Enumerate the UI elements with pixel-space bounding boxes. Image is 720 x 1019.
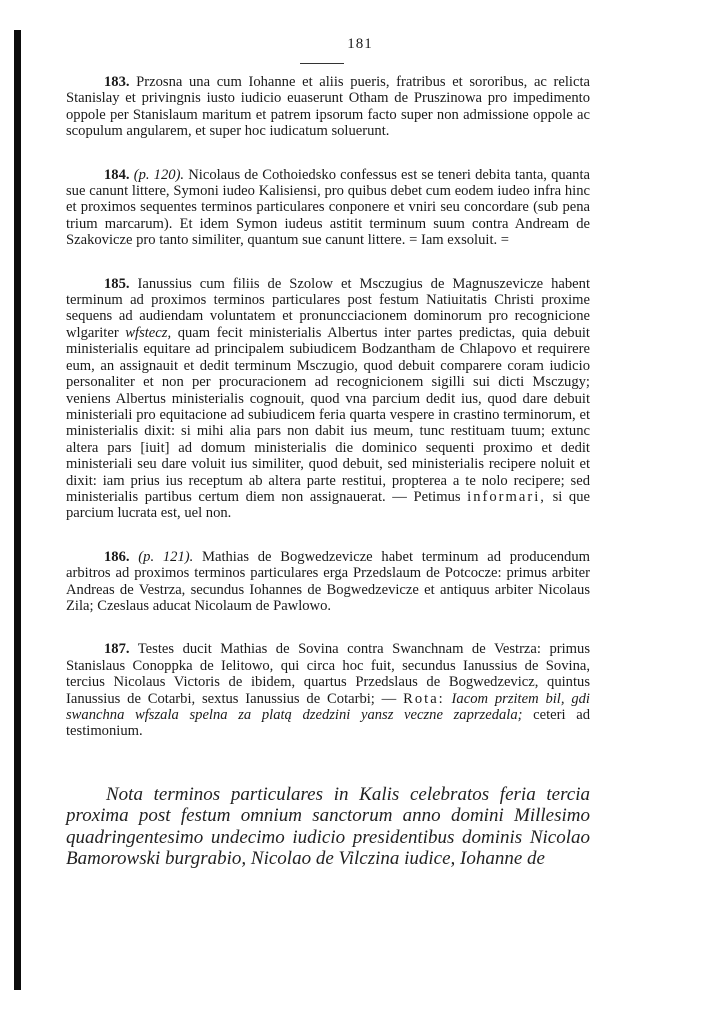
entry-text-continued: quam fecit ministerialis Albertus inter partes predictas, quia debuit ministerialis equitare ad principalem subiudicem Bodzantham de Chlapovo et requirere eum, an assignauit et dedit terminum Msczugio, quod debuit comparere coram iudicio personaliter et non per procuracionem ad recognicionem sigilli sui dicti Msczugy; veniens Albertus ministerialis cognouit, quod vna parcium dedit ius, quod dare debuit ministeriali pro equitacione ad subiudicem feria quarta vespere in crastino terminorum, et ministerialis dixit: si mihi alia pars non dabit ius meum, tunc restituam tuum; extunc altera pars [iuit] ad domum ministerialis die dominico sequenti proximo et dedit ministeriali seu dare voluit ius similiter, quod debuit, sed ministerialis recipere noluit et dixit: iam prius ius receptum ab altera parte restitui, propterea a te nolo recipere; sed ministerialis partibus certum diem non assignauerat. — Petimus	[66, 324, 590, 505]
entry-text: Mathias de Bogwedzevicze habet terminum ad producendum arbitros ad proximos terminos particulares erga Przedslaum de Potcocze: primus arbiter Andreas de Vestrza, secundus Iohannes de Bogwedzevicze et antiquus arbiter Nicolaus Zila; Czeslaus aducat Nicolaum de Pawlowo.	[66, 548, 590, 614]
page-body	[66, 74, 590, 889]
entry-184	[66, 167, 590, 249]
entry-183	[66, 74, 590, 140]
page-reference: (p. 120).	[133, 166, 185, 183]
entry-number: 185.	[104, 275, 130, 292]
entry-text: Testes ducit Mathias de Sovina contra Swanchnam de Vestrza: primus Stanislaus Conoppka de Ielitowo, qui circa hoc fuit, secundus Ianussius de Sovina, tercius Nicolaus Victoris de ibidem, quartus Przedslaus de Bogwedzevicz, quintus Ianussius de Cotarbi, sextus Ianussius de Cotarbi; —	[66, 641, 590, 707]
entry-186	[66, 549, 590, 615]
vernacular-quote: Iacom przitem bil, gdi swanchna wfszala spelna za platą dzedzini yansz veczne zaprzedala;	[66, 690, 590, 723]
spaced-word: informari,	[467, 488, 546, 505]
entry-187	[66, 641, 590, 739]
entry-text-end: si que parcium lucrata est, uel non.	[66, 488, 590, 522]
entry-text: Nicolaus de Cothoiedsko confessus est se teneri debita tanta, quanta sue canunt littere, Symoni iudeo Kalisiensi, pro quibus debet cum eodem iudeo infra hinc et proximos sequentes terminos particulares conponere et vniri seu concordare (sub pena trium marcarum). Et idem Symon iudeus astitit terminum suum contra Andream de Szakovicze pro tanto similiter, quantum sue canunt littere. = Iam exsoluit. =	[66, 166, 590, 249]
vernacular-term: wfstecz,	[125, 324, 172, 341]
binding-edge	[14, 30, 21, 990]
spaced-word: Rota:	[403, 690, 445, 707]
page-reference: (p. 121).	[138, 548, 194, 565]
entry-185	[66, 276, 590, 522]
entry-text: Przosna una cum Iohanne et aliis pueris, fratribus et sororibus, ac relicta Stanislay et privingnis iusto iudicio euaserunt Otham de Pruszinowa pro impedimento oppole per Stanislaum maritum et patrem ipsorum facto super non admissione oppole ac scopulum angularem, et super hoc iudicatum soluerunt.	[66, 74, 590, 140]
entry-number: 187.	[104, 641, 130, 658]
entry-number: 186.	[104, 548, 130, 565]
closing-note: Nota terminos particulares in Kalis celebratos feria tercia proxima post festum omnium sanctorum anno domini Millesimo quadringentesimo undecimo iudicio presidentibus dominis Nicolao Bamorowski burgrabio, Nicolao de Vilczina iudice, Iohanne de	[66, 783, 590, 870]
entry-text-end: ceteri ad testimonium.	[66, 707, 590, 740]
header-rule	[300, 63, 344, 64]
entry-number: 183.	[104, 74, 130, 90]
entry-number: 184.	[104, 166, 130, 183]
page-number: 181	[347, 36, 373, 52]
entry-text: Ianussius cum filiis de Szolow et Msczugius de Magnuszevicze habent terminum ad proximos terminos particulares post festum Natiuitatis Christi proxime sequens ad audiendam voluntatem et pronuncciacionem dominorum pro recognicione wlgariter	[66, 275, 590, 341]
